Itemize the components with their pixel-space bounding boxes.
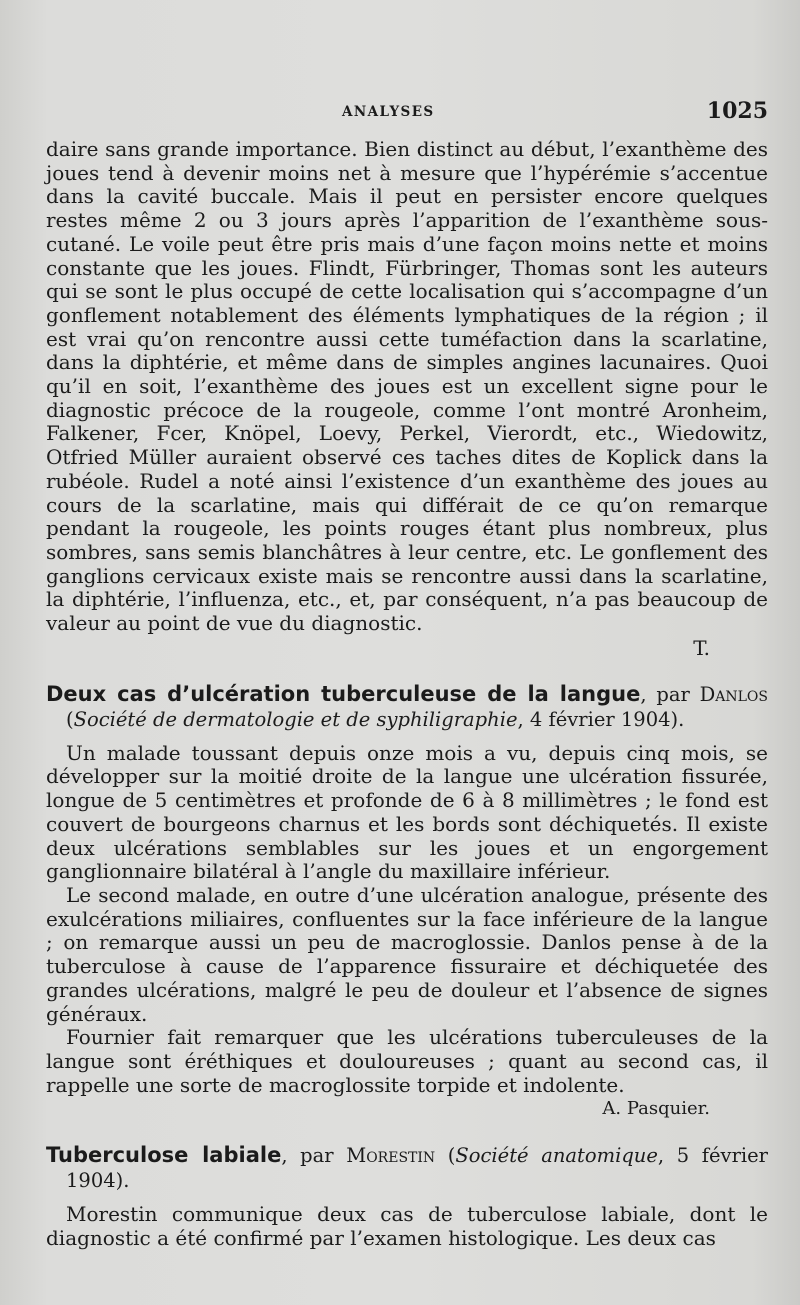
- source-open: (: [435, 1144, 456, 1168]
- article-tuberculose-langue: [46, 682, 768, 1122]
- running-title: ANALYSES: [342, 104, 435, 120]
- article-heading: [46, 682, 768, 732]
- article-heading: [46, 1143, 768, 1193]
- author-name: Morestin: [346, 1144, 436, 1168]
- article-tuberculose-labiale: [46, 1143, 768, 1250]
- article-paragraph: Le second malade, en outre d’une ulcération analogue, présente des exulcérations miliaires, confluentes sur la face inférieure de la langue ; on remarque aussi un peu de macroglossie. Danlos pense à de la tuberculose à cause de l’apparence fissuraire et déchiquetée des grandes ulcérations, malgré le peu de douleur et l’absence de signes généraux.: [46, 882, 768, 1026]
- signature-pasquier: A. Pasquier.: [602, 1098, 710, 1120]
- article-paragraph: Fournier fait remarquer que les ulcérations tuberculeuses de la langue sont éréthiques et douloureuses ; quant au second cas, il rappelle une sorte de macroglossite torpide et indolente.: [46, 1025, 768, 1097]
- page-number: 1025: [706, 98, 768, 124]
- by-word: , par: [281, 1144, 347, 1168]
- continued-paragraph: daire sans grande importance. Bien distinct au début, l’exanthème des joues tend à devenir moins net à mesure que l’hypérémie s’accentue dans la cavité buccale. Mais il peut en persister encore quelques restes même 2 ou 3 jours après l’apparition de l’exanthème sous-cutané. Le voile peut être pris mais d’une façon moins nette et moins constante que les joues. Flindt, Fürbringer, Thomas sont les auteurs qui se sont le plus occupé de cette localisation qui s’accompagne d’un gonflement notablement des éléments lymphatiques de la région ; il est vrai qu’on rencontre aussi cette tuméfaction dans la scarlatine, dans la diphtérie, et même dans de simples angines lacunaires. Quoi qu’il en soit, l’exanthème des joues est un excellent signe pour le diagnostic précoce de la rougeole, comme l’ont montré Aronheim, Falkener, Fcer, Knöpel, Loevy, Perkel, Vierordt, etc., Wiedowitz, Otfried Müller auraient observé ces taches dites de Koplick dans la rubéole. Rudel a noté ainsi l’existence d’un exanthème des joues au cours de la scarlatine, mais qui différait de ce qu’on remarque pendant la rougeole, les points rouges étant plus nombreux, plus sombres, sans semis blanchâtres à leur centre, etc. Le gonflement des ganglions cervicaux existe mais se rencontre aussi dans la scarlatine, la diphtérie, l’influenza, etc., et, par conséquent, n’a pas beaucoup de valeur au point de vue du diagnostic.: [46, 137, 768, 636]
- source-society: Société de dermatologie et de syphiligraphie: [73, 707, 518, 731]
- page-header: [46, 98, 768, 134]
- article-paragraph: Morestin communique deux cas de tuberculose labiale, dont le diagnostic a été confirmé par l’examen histologique. Les deux cas: [46, 1202, 768, 1251]
- source-date: , 5 février 1904).: [66, 1144, 768, 1193]
- source-date: , 4 février 1904).: [517, 707, 685, 731]
- source-society: Société anatomique: [455, 1144, 658, 1168]
- by-word: , par: [640, 682, 690, 706]
- signature-initial: T.: [693, 635, 710, 660]
- source-open: (: [66, 707, 74, 731]
- article-title: Tuberculose labiale: [46, 1143, 282, 1168]
- article-title: Deux cas d’ulcération tuberculeuse de la langue: [46, 681, 641, 706]
- article-paragraph: Un malade toussant depuis onze mois a vu, depuis cinq mois, se développer sur la moitié droite de la langue une ulcération fissurée, longue de 5 centimètres et profonde de 6 à 8 millimètres ; le fond est couvert de bourgeons charnus et les bords sont déchiquetés. Il existe deux ulcérations semblables sur les joues et un engorgement ganglionnaire bilatéral à l’angle du maxillaire inférieur.: [46, 740, 768, 884]
- page-body: [46, 138, 768, 1251]
- author-name: Danlos: [699, 682, 768, 706]
